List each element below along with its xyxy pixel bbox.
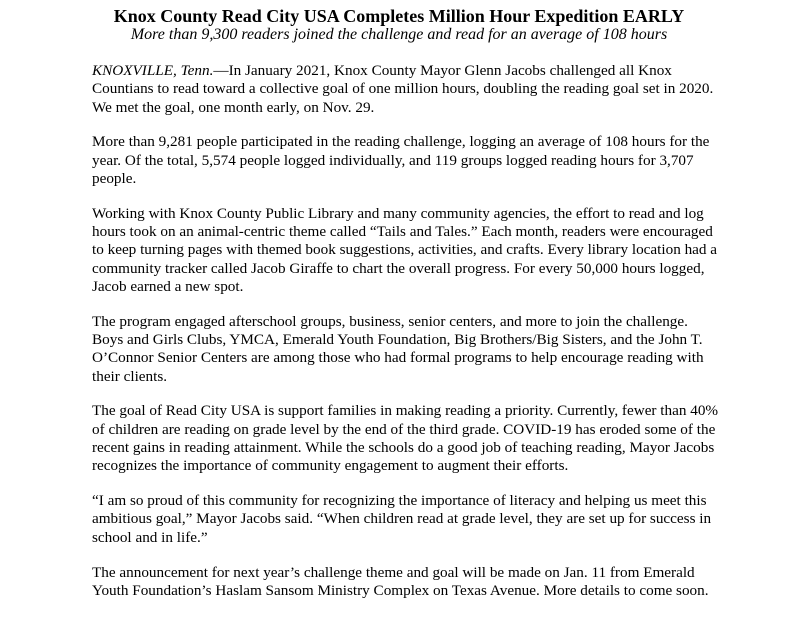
paragraph-6: “I am so proud of this community for recognizing the importance of literacy and helping us meet this ambitious goal,” Mayor Jacobs said. “When children read at grade level, they are set up for success in school and in life.” [92, 492, 712, 546]
paragraph-1-text: —In January 2021, Knox County Mayor Glenn Jacobs challenged all Knox Countians to read toward a collective goal of one million hours, doubling the reading goal set in 2020. We met the goal, one month early, on Nov. 29. [92, 62, 714, 116]
headline: Knox County Read City USA Completes Million Hour Expedition EARLY [113, 6, 685, 26]
article-body [92, 62, 722, 617]
paragraph-5: The goal of Read City USA is support families in making reading a priority. Currently, fewer than 40% of children are reading on grade level by the end of the third grade. COVID-19 has eroded some of the recent gains in reading attainment. While the schools do a good job of teaching reading, Mayor Jacobs recognizes the importance of community engagement to augment their efforts. [92, 402, 719, 475]
dateline: KNOXVILLE, Tenn. [92, 62, 214, 79]
paragraph-3: Working with Knox County Public Library and many community agencies, the effort to read and log hours took on an animal-centric theme called “Tails and Tales.” Each month, readers were encouraged to keep turning pages with themed book suggestions, activities, and crafts. Every library location had a community tracker called Jacob Giraffe to chart the overall progress. For every 50,000 hours logged, Jacob earned a new spot. [92, 204, 718, 295]
paragraph-1 [92, 62, 722, 117]
paragraph-7: The announcement for next year’s challenge theme and goal will be made on Jan. 11 from Emerald Youth Foundation’s Haslam Sansom Ministry Complex on Texas Avenue. More details to come soon. [92, 563, 709, 599]
subheadline: More than 9,300 readers joined the challenge and read for an average of 108 hours [130, 26, 668, 43]
paragraph-2: More than 9,281 people participated in the reading challenge, logging an average of 108 hours for the year. Of the total, 5,574 people logged individually, and 119 groups logged reading hours for 3,707 people. [92, 133, 710, 187]
paragraph-4: The program engaged afterschool groups, business, senior centers, and more to join the challenge. Boys and Girls Clubs, YMCA, Emerald Youth Foundation, Big Brothers/Big Sisters, and the John T. O’Connor Senior Centers are among those who had formal programs to help encourage reading with their clients. [92, 312, 704, 385]
